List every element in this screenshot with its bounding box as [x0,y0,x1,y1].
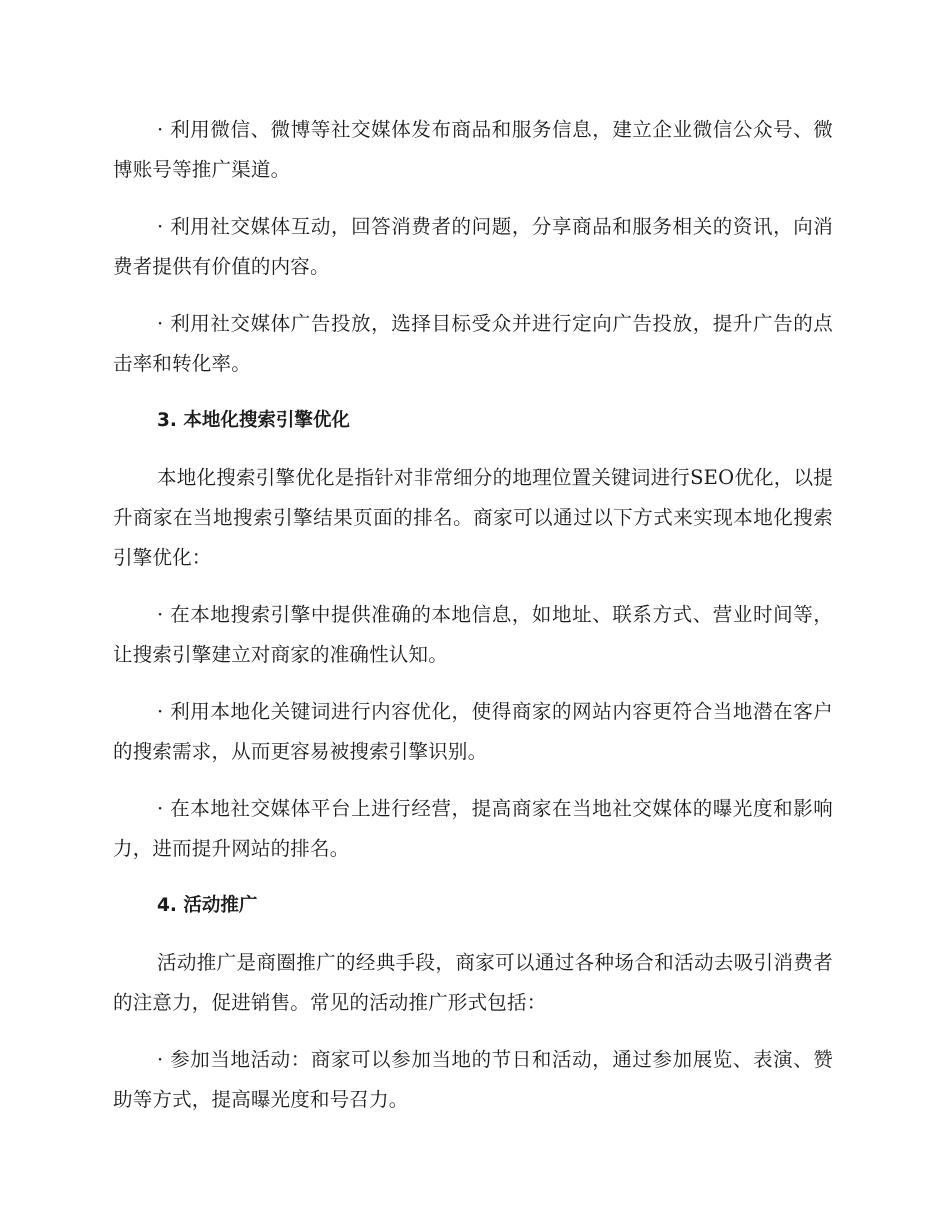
section-heading-local-seo: 3. 本地化搜索引擎优化 [157,410,350,431]
bullet-social-interaction: · 利用社交媒体互动，回答消费者的问题，分享商品和服务相关的资讯，向消费者提供有价值的内容。 [113,215,833,278]
bullet-local-social: · 在本地社交媒体平台上进行经营，提高商家在当地社交媒体的曝光度和影响力，进而提升网站的排名。 [113,797,833,860]
bullet-local-keywords: · 利用本地化关键词进行内容优化，使得商家的网站内容更符合当地潜在客户的搜索需求，从而更容易被搜索引擎识别。 [113,700,833,763]
bullet-local-info: · 在本地搜索引擎中提供准确的本地信息，如地址、联系方式、营业时间等，让搜索引擎建立对商家的准确性认知。 [113,603,833,666]
bullet-wechat-weibo: · 利用微信、微博等社交媒体发布商品和服务信息，建立企业微信公众号、微博账号等推广渠道。 [113,118,833,181]
paragraph-local-seo-intro: 本地化搜索引擎优化是指针对非常细分的地理位置关键词进行SEO优化，以提升商家在当地搜索引擎结果页面的排名。商家可以通过以下方式来实现本地化搜索引擎优化： [113,466,833,569]
bullet-local-events: · 参加当地活动：商家可以参加当地的节日和活动，通过参加展览、表演、赞助等方式，提高曝光度和号召力。 [113,1048,833,1111]
section-heading-event-promotion: 4. 活动推广 [157,895,258,916]
document-body [113,110,833,1137]
paragraph-event-promotion-intro: 活动推广是商圈推广的经典手段，商家可以通过各种场合和活动去吸引消费者的注意力，促进销售。常见的活动推广形式包括： [113,951,833,1014]
bullet-social-ads: · 利用社交媒体广告投放，选择目标受众并进行定向广告投放，提升广告的点击率和转化率。 [113,312,833,375]
